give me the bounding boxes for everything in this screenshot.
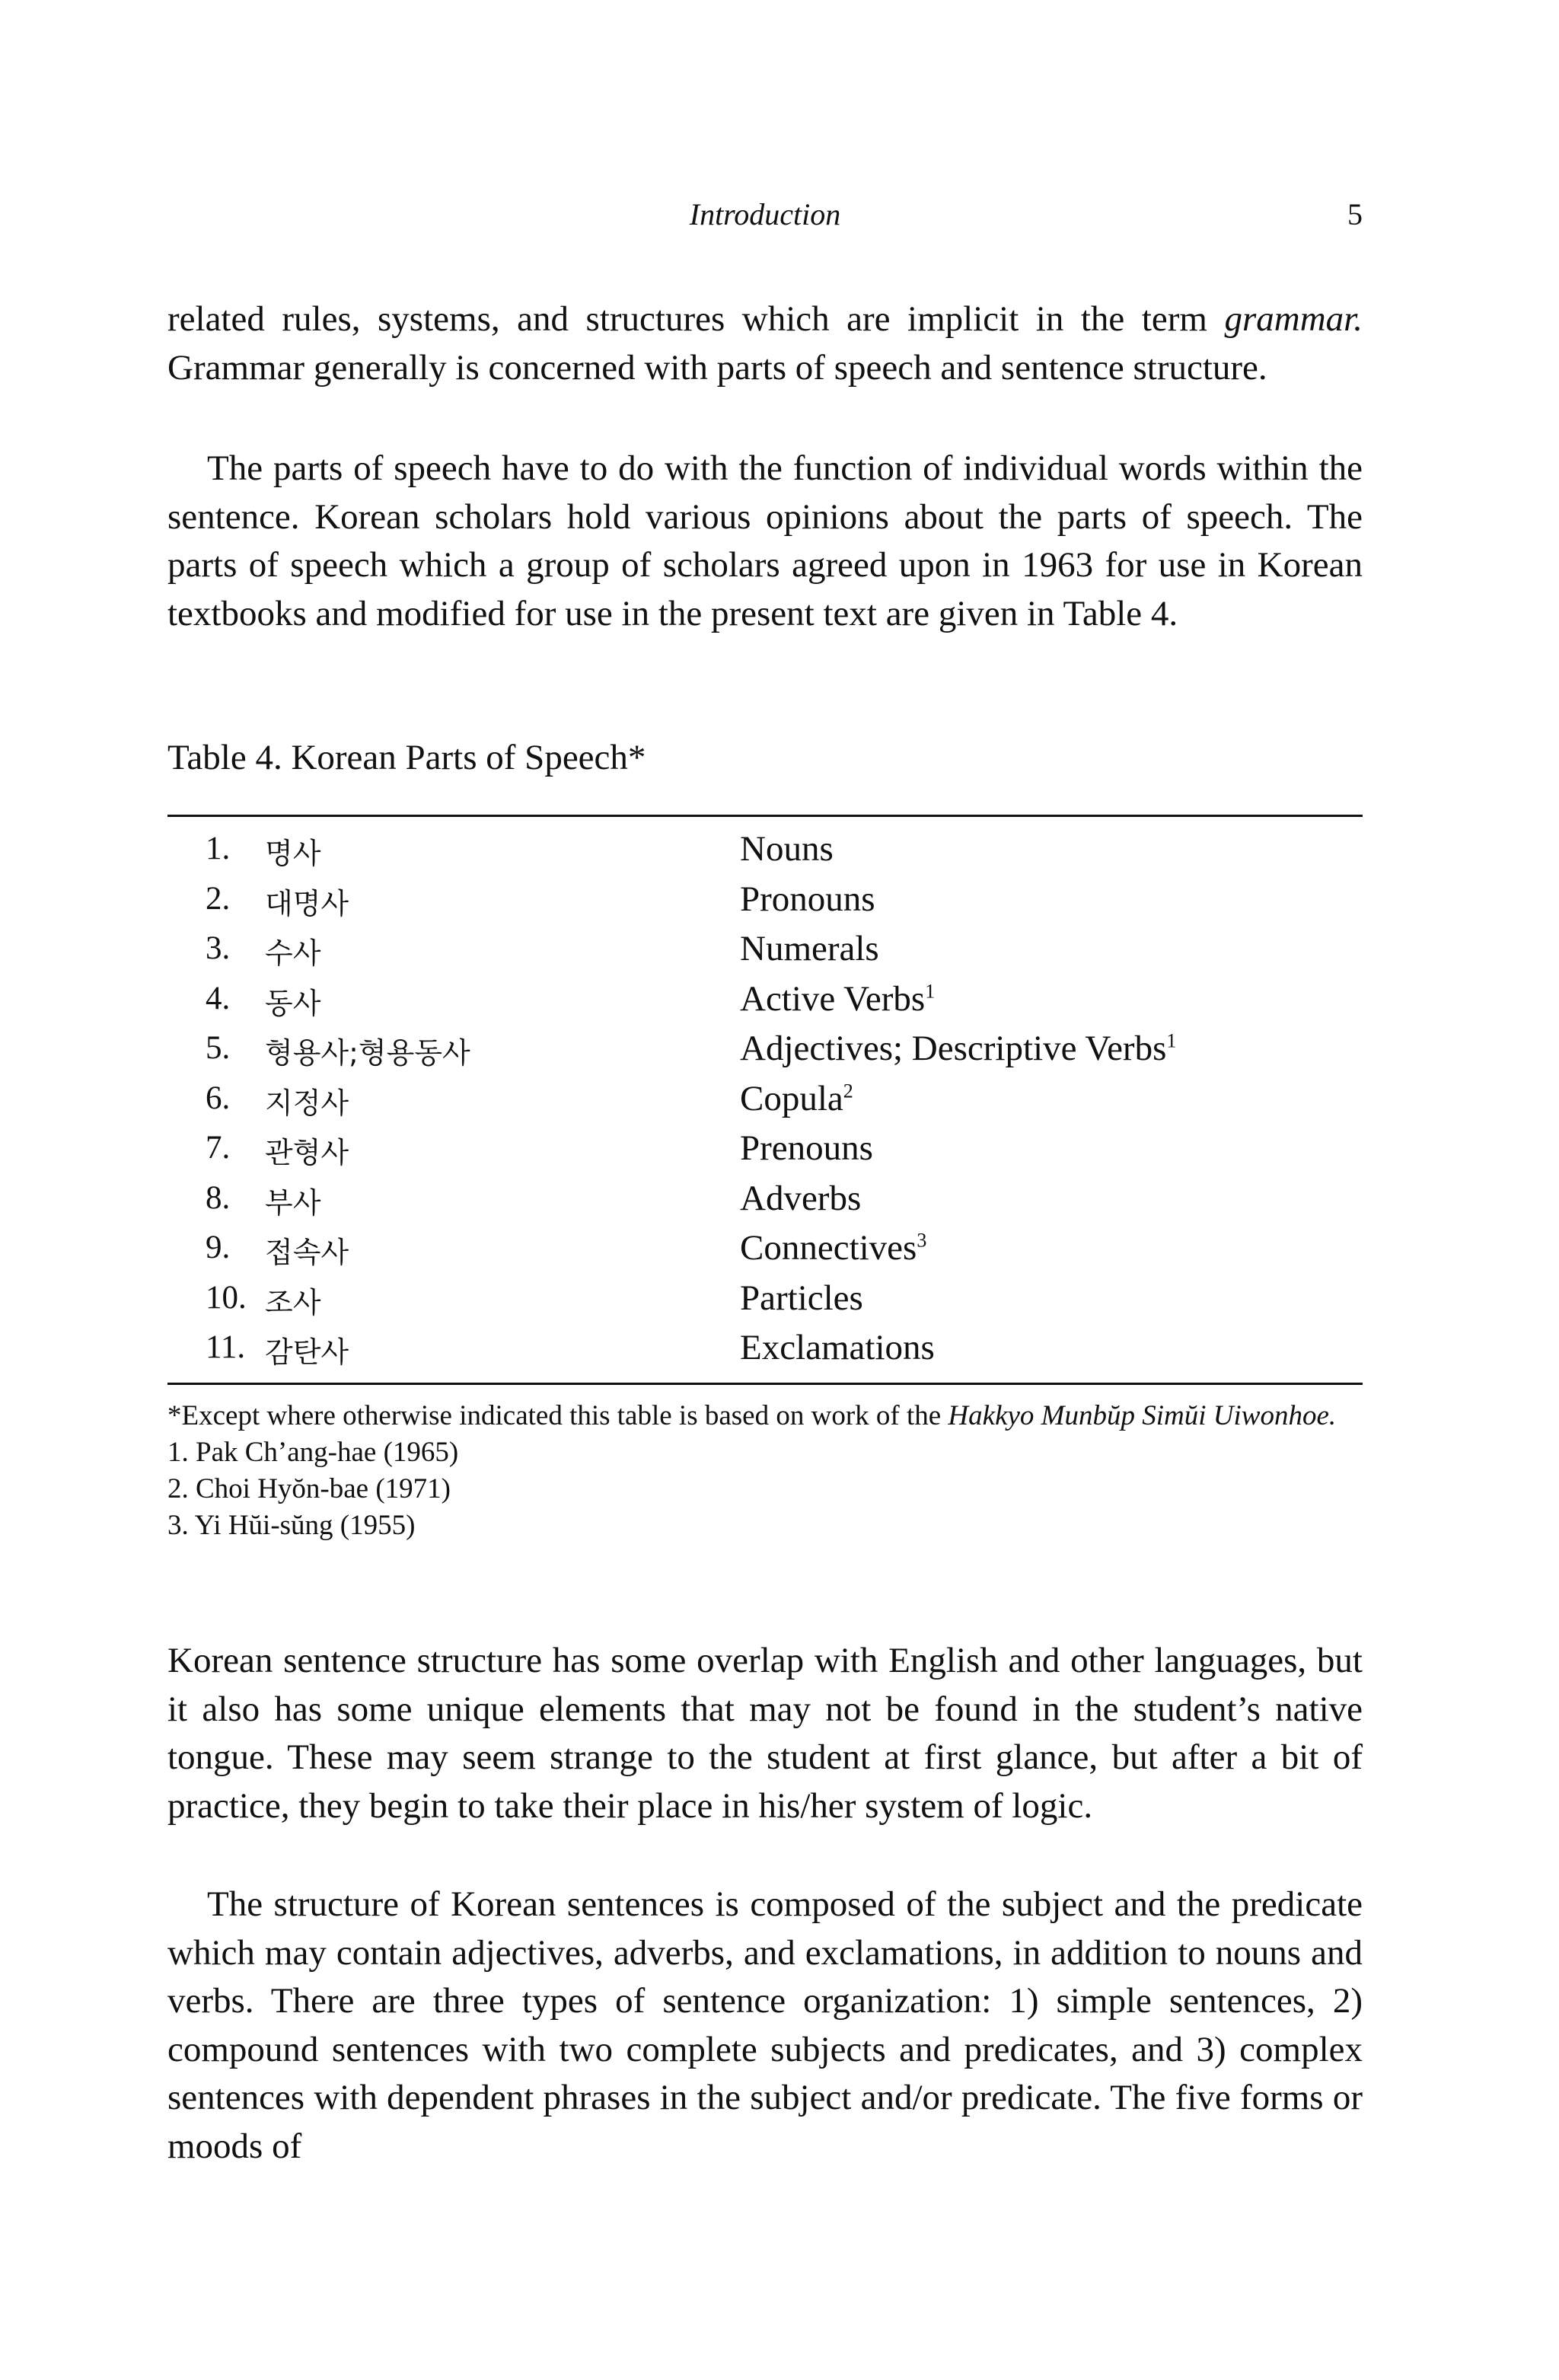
table-row [167, 974, 1363, 1024]
english-term [740, 1227, 926, 1268]
table-row [167, 924, 1363, 974]
paragraph-sentence-structure: Korean sentence structure has some overlap with English and other languages, but it also has some unique elements that may not be found in the student’s native tongue. These may seem strange to the student at first glance, but after a bit of practice, they begin to take their place in his/her system of logic. [167, 1641, 1363, 1826]
row-number: 3. [206, 930, 231, 966]
english-term [740, 928, 879, 969]
english-term [740, 1128, 873, 1169]
table-row [167, 1023, 1363, 1074]
running-head [167, 196, 1363, 242]
korean-term: 부사 [265, 1185, 321, 1220]
table-row [167, 1123, 1363, 1173]
footnote-1: 1. Pak Ch’ang-hae (1965) [167, 1437, 459, 1468]
english-term [740, 978, 935, 1019]
footnote-ref: 1 [1166, 1029, 1177, 1052]
english-term-text: Copula [740, 1078, 843, 1118]
row-number: 2. [206, 880, 231, 917]
footnote-ref: 2 [843, 1079, 853, 1102]
row-number: 9. [206, 1230, 231, 1265]
table-row [167, 1322, 1363, 1373]
table-row [167, 874, 1363, 924]
page-number: 5 [1347, 197, 1363, 231]
english-term-text: Pronouns [740, 879, 875, 919]
english-term [740, 1078, 853, 1119]
english-term [740, 1327, 935, 1368]
english-term [740, 1028, 1176, 1069]
english-term-text: Exclamations [740, 1328, 935, 1367]
row-number: 7. [206, 1130, 231, 1166]
english-term-text: Particles [740, 1278, 863, 1318]
table-row [167, 1273, 1363, 1323]
korean-term: 형용사;형용동사 [265, 1036, 470, 1070]
parts-of-speech-table [167, 824, 1363, 1373]
korean-term: 조사 [265, 1285, 321, 1319]
table-caption: Table 4. Korean Parts of Speech* [167, 738, 646, 777]
table-row [167, 1173, 1363, 1223]
english-term-text: Numerals [740, 929, 879, 968]
korean-term: 접속사 [265, 1236, 349, 1269]
korean-term: 대명사 [265, 886, 349, 920]
english-term-text: Adjectives; Descriptive Verbs [740, 1029, 1167, 1068]
english-term-text: Active Verbs [740, 978, 926, 1019]
paragraph-text: related rules, systems, and structures which are implicit in the term [167, 299, 1225, 339]
row-number: 5. [206, 1030, 231, 1066]
english-term [740, 828, 834, 869]
paragraph-grammar-intro [167, 295, 1363, 392]
korean-term: 수사 [265, 936, 321, 970]
emphasis-term: grammar. [1224, 299, 1363, 339]
row-number: 11. [206, 1329, 246, 1365]
row-number: 1. [206, 831, 231, 866]
table-row [167, 1223, 1363, 1273]
footnote-3: 3. Yi Hŭi-sŭng (1955) [167, 1510, 416, 1541]
english-term-text: Adverbs [740, 1178, 862, 1218]
table-footnotes [167, 1398, 1363, 1544]
korean-term: 지정사 [265, 1086, 349, 1120]
table-source-note [167, 1398, 1363, 1434]
row-number: 10. [206, 1279, 247, 1316]
english-term [740, 879, 875, 920]
running-title: Introduction [689, 197, 841, 231]
korean-term: 관형사 [265, 1136, 349, 1169]
korean-term: 감탄사 [265, 1335, 349, 1369]
paragraph-parts-of-speech: The parts of speech have to do with the function of individual words within the sentence. Korean scholars hold various opinions about the parts of speech. The parts of speech which a group of scholars agreed upon in 1963 for use in Korean textbooks and modified for use in the present text are given in Table 4. [167, 448, 1363, 633]
footnote-ref: 3 [917, 1229, 927, 1252]
note-emphasis: Hakkyo Munbŭp Simŭi Uiwonhoe. [948, 1400, 1337, 1431]
footnote-2: 2. Choi Hyŏn-bae (1971) [167, 1473, 451, 1504]
paragraph-text: Grammar generally is concerned with parts of speech and sentence structure. [167, 347, 1267, 388]
row-number: 6. [206, 1080, 231, 1116]
english-term-text: Prenouns [740, 1128, 873, 1168]
table-row [167, 1074, 1363, 1124]
row-number: 8. [206, 1179, 231, 1216]
table-row [167, 824, 1363, 874]
row-number: 4. [206, 980, 231, 1016]
english-term [740, 1278, 863, 1319]
note-text: *Except where otherwise indicated this table is based on work of the [167, 1400, 948, 1431]
table-top-rule [167, 815, 1363, 817]
english-term [740, 1178, 861, 1219]
table-bottom-rule [167, 1383, 1363, 1385]
korean-term: 명사 [265, 837, 321, 870]
english-term-text: Nouns [740, 829, 834, 869]
korean-term: 동사 [265, 986, 321, 1020]
footnote-ref: 1 [925, 979, 936, 1002]
paragraph-sentence-types: The structure of Korean sentences is composed of the subject and the predicate which may contain adjectives, adverbs, and exclamations, in addition to nouns and verbs. There are three types of sentence organization: 1) simple sentences, 2) compound sentences with two complete subjects and predicates, and 3) complex sentences with dependent phrases in the subject and/or predicate. The five forms or moods of [167, 1884, 1363, 2166]
english-term-text: Connectives [740, 1228, 917, 1268]
